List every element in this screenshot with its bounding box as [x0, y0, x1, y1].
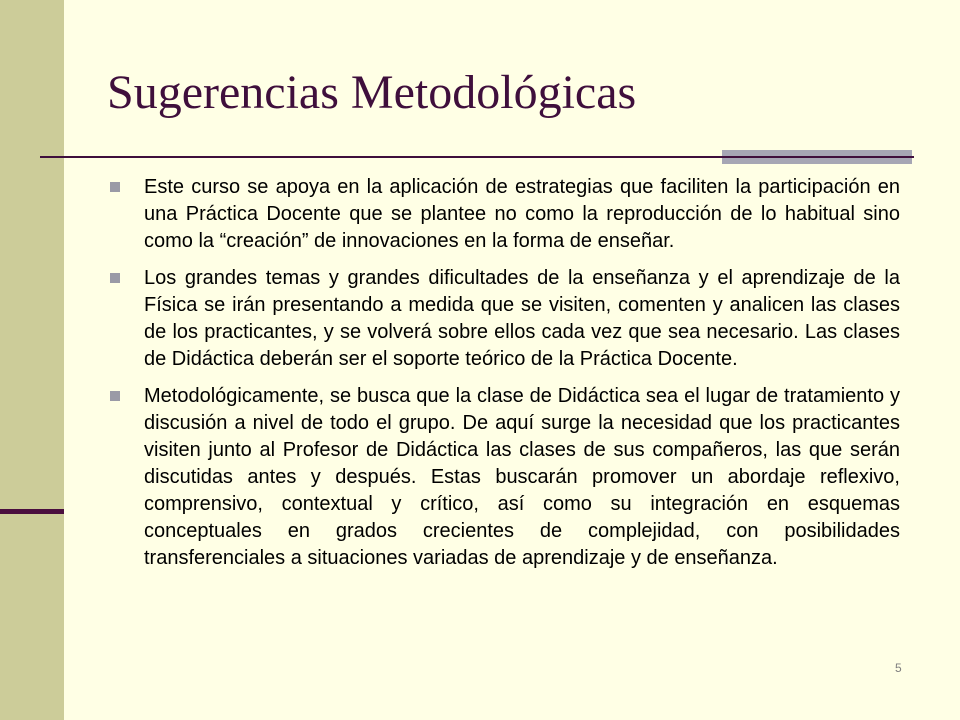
- bullet-item: [110, 174, 900, 255]
- left-accent-line: [0, 509, 64, 514]
- square-bullet-icon: [110, 391, 120, 401]
- divider-accent-line: [722, 156, 912, 158]
- slide-title: Sugerencias Metodológicas: [107, 66, 637, 119]
- left-sidebar-band: [0, 0, 64, 720]
- bullet-item: [110, 265, 900, 373]
- bullet-text: Metodológicamente, se busca que la clase de Didáctica sea el lugar de tratamiento y discusión a nivel de todo el grupo. De aquí surge la necesidad que los practicantes visiten junto al Profesor de Didáctica las clases de sus compañeros, las que serán discutidas antes y después. Estas buscarán promover un abordaje reflexivo, comprensivo, contextual y crítico, así como su integración en esquemas conceptuales en grados crecientes de complejidad, con posibilidades transferenciales a situaciones variadas de aprendizaje y de enseñanza.: [144, 385, 900, 569]
- square-bullet-icon: [110, 273, 120, 283]
- bullet-list: [110, 174, 900, 582]
- slide-number: 5: [895, 661, 902, 675]
- bullet-text: Este curso se apoya en la aplicación de estrategias que faciliten la participación en una Práctica Docente que se plantee no como la reproducción de lo habitual sino como la “creación” de innovaciones en la forma de enseñar.: [144, 176, 900, 252]
- square-bullet-icon: [110, 182, 120, 192]
- bullet-item: [110, 383, 900, 572]
- bullet-text: Los grandes temas y grandes dificultades de la enseñanza y el aprendizaje de la Física se irán presentando a medida que se visiten, comenten y analicen las clases de los practicantes, y se volverá sobre ellos cada vez que sea necesario. Las clases de Didáctica deberán ser el soporte teórico de la Práctica Docente.: [144, 267, 900, 370]
